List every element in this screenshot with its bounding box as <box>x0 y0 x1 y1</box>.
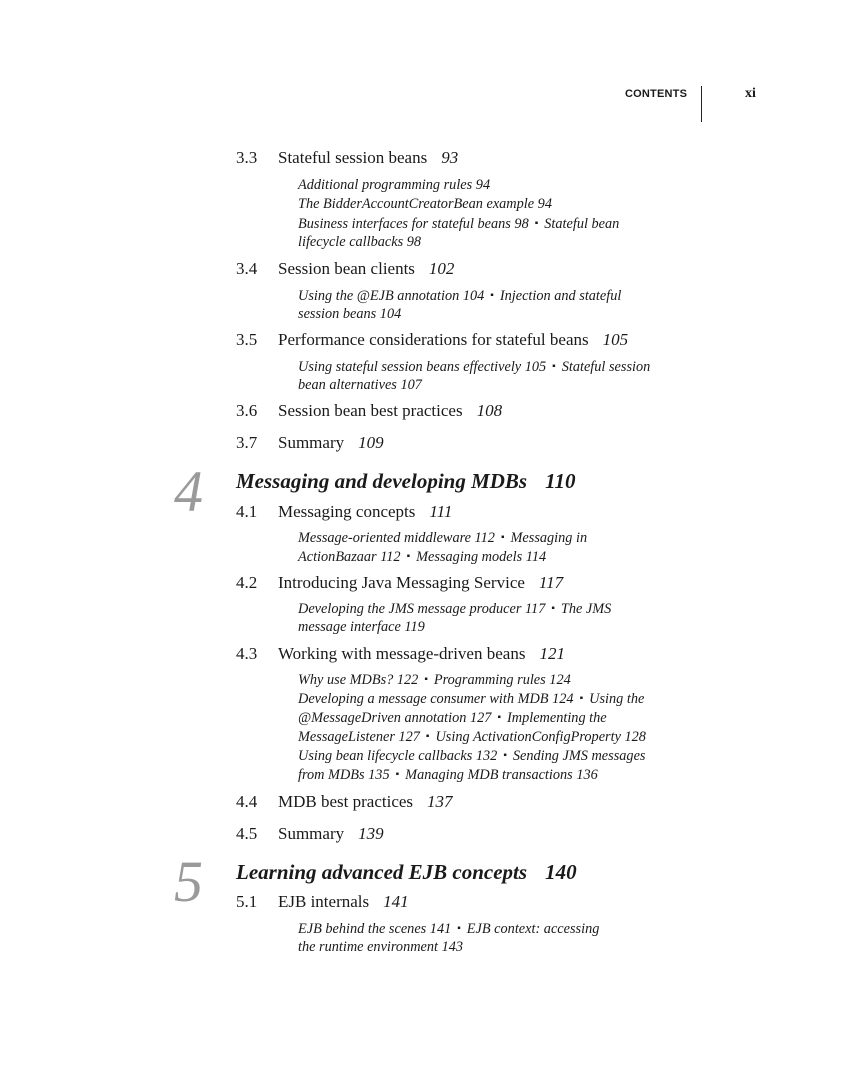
toc-subsection-line[interactable] <box>298 214 619 234</box>
subsection-text: Using bean lifecycle callbacks 132 <box>298 748 498 764</box>
section-page: 111 <box>429 502 453 521</box>
toc-subsection-line[interactable] <box>298 765 598 785</box>
toc-subsection-line[interactable] <box>298 357 650 377</box>
chapter-title[interactable] <box>236 860 577 885</box>
bullet-separator: ▪ <box>503 750 507 761</box>
section-number: 4.2 <box>236 573 258 592</box>
subsection-text: Programming rules 124 <box>433 672 571 688</box>
subsection-text: Using the <box>589 691 645 707</box>
section-page: 117 <box>538 573 564 592</box>
section-title: Stateful session beans <box>278 148 428 167</box>
section-number: 3.5 <box>236 330 258 349</box>
header-divider <box>701 86 702 122</box>
subsection-text: Additional programming rules 94 <box>298 177 491 193</box>
subsection-text: message interface 119 <box>298 619 425 635</box>
section-title: EJB internals <box>278 892 370 911</box>
toc-subsection-line[interactable] <box>298 376 422 395</box>
section-number: 4.4 <box>236 792 258 811</box>
chapter-page: 110 <box>545 469 576 493</box>
toc-subsection-line[interactable] <box>298 305 401 324</box>
bullet-separator: ▪ <box>490 290 494 301</box>
section-page: 109 <box>358 433 384 452</box>
bullet-separator: ▪ <box>551 603 555 614</box>
section-number: 5.1 <box>236 892 258 911</box>
chapter-title[interactable] <box>236 469 575 494</box>
subsection-text: The JMS <box>560 601 612 617</box>
toc-section-entry[interactable] <box>236 502 452 522</box>
chapter-page: 140 <box>545 860 577 884</box>
section-title: Working with message-driven beans <box>278 644 526 663</box>
toc-subsection-line[interactable] <box>298 618 425 637</box>
subsection-text: Using ActivationConfigProperty 128 <box>435 729 646 745</box>
bullet-separator: ▪ <box>552 361 556 372</box>
section-number: 3.4 <box>236 259 258 278</box>
subsection-text: The BidderAccountCreatorBean example 94 <box>298 196 552 212</box>
subsection-text: Using the @EJB annotation 104 <box>298 288 485 304</box>
toc-subsection-line[interactable] <box>298 938 463 957</box>
subsection-text: Sending JMS messages <box>512 748 646 764</box>
section-number: 4.1 <box>236 502 258 521</box>
toc-section-entry[interactable] <box>236 433 384 453</box>
section-page: 105 <box>602 330 629 349</box>
toc-section-entry[interactable] <box>236 892 409 912</box>
subsection-text: MessageListener 127 <box>298 729 420 745</box>
chapter-title-text: Learning advanced EJB concepts <box>236 860 528 884</box>
subsection-text: Using stateful session beans effectively 105 <box>298 359 547 375</box>
subsection-text: Injection and stateful <box>499 288 622 304</box>
toc-subsection-line[interactable] <box>298 195 552 214</box>
toc-section-entry[interactable] <box>236 824 384 844</box>
section-page: 102 <box>428 259 455 278</box>
subsection-text: Message-oriented middleware 112 <box>298 530 495 546</box>
toc-subsection-line[interactable] <box>298 286 621 306</box>
subsection-text: bean alternatives 107 <box>298 377 422 393</box>
bullet-separator: ▪ <box>457 923 461 934</box>
section-number: 3.6 <box>236 401 258 420</box>
bullet-separator: ▪ <box>424 674 428 685</box>
bullet-separator: ▪ <box>534 218 539 229</box>
toc-subsection-line[interactable] <box>298 233 421 252</box>
page-number: xi <box>745 86 756 101</box>
subsection-text: session beans 104 <box>298 306 402 322</box>
bullet-separator: ▪ <box>406 551 411 562</box>
toc-subsection-line[interactable] <box>298 599 611 619</box>
section-title: MDB best practices <box>278 792 414 811</box>
toc-section-entry[interactable] <box>236 330 628 350</box>
subsection-text: the runtime environment 143 <box>298 939 464 955</box>
subsection-text: lifecycle callbacks 98 <box>298 234 422 250</box>
bullet-separator: ▪ <box>579 693 584 704</box>
section-number: 4.3 <box>236 644 258 663</box>
section-title: Summary <box>278 824 345 843</box>
toc-subsection-line[interactable] <box>298 670 571 690</box>
subsection-text: EJB context: accessing <box>466 921 600 937</box>
subsection-text: Stateful bean <box>544 216 620 232</box>
toc-subsection-line[interactable] <box>298 919 599 939</box>
section-page: 93 <box>441 148 459 167</box>
subsection-text: Developing the JMS message producer 117 <box>298 601 546 617</box>
section-title: Messaging concepts <box>278 502 416 521</box>
chapter-number: 4 <box>174 459 203 524</box>
section-number: 3.3 <box>236 148 258 167</box>
subsection-text: Why use MDBs? 122 <box>298 672 419 688</box>
subsection-text: from MDBs 135 <box>298 767 390 783</box>
section-title: Performance considerations for stateful beans <box>278 330 589 349</box>
toc-section-entry[interactable] <box>236 792 453 812</box>
toc-subsection-line[interactable] <box>298 746 645 766</box>
subsection-text: Business interfaces for stateful beans 98 <box>298 216 529 232</box>
toc-section-entry[interactable] <box>236 259 454 279</box>
toc-subsection-line[interactable] <box>298 547 546 567</box>
section-number: 3.7 <box>236 433 258 452</box>
toc-subsection-line[interactable] <box>298 176 490 195</box>
toc-subsection-line[interactable] <box>298 689 644 709</box>
section-title: Introducing Java Messaging Service <box>278 573 525 592</box>
section-page: 137 <box>427 792 453 811</box>
section-page: 139 <box>358 824 384 843</box>
section-title: Summary <box>278 433 345 452</box>
toc-section-entry[interactable] <box>236 148 458 168</box>
subsection-text: Implementing the <box>506 710 607 726</box>
subsection-text: Messaging in <box>510 530 588 546</box>
bullet-separator: ▪ <box>425 731 430 742</box>
section-title: Session bean best practices <box>278 401 463 420</box>
section-number: 4.5 <box>236 824 258 843</box>
subsection-text: Stateful session <box>561 359 651 375</box>
bullet-separator: ▪ <box>500 532 505 543</box>
toc-subsection-line[interactable] <box>298 708 607 728</box>
chapter-title-text: Messaging and developing MDBs <box>236 469 528 493</box>
subsection-text: Developing a message consumer with MDB 124 <box>298 691 574 707</box>
toc-section-entry[interactable] <box>236 644 565 664</box>
toc-section-entry[interactable] <box>236 401 502 421</box>
running-header <box>0 86 849 124</box>
subsection-text: Messaging models 114 <box>416 549 547 565</box>
bullet-separator: ▪ <box>497 712 501 723</box>
toc-section-entry[interactable] <box>236 573 563 593</box>
toc-subsection-line[interactable] <box>298 727 646 747</box>
toc-subsection-line[interactable] <box>298 528 587 548</box>
bullet-separator: ▪ <box>395 769 400 780</box>
header-label: CONTENTS <box>625 88 688 100</box>
section-page: 121 <box>539 644 565 663</box>
subsection-text: @MessageDriven annotation 127 <box>298 710 492 726</box>
subsection-text: EJB behind the scenes 141 <box>298 921 452 937</box>
section-title: Session bean clients <box>278 259 415 278</box>
subsection-text: Managing MDB transactions 136 <box>405 767 598 783</box>
subsection-text: ActionBazaar 112 <box>298 549 401 565</box>
section-page: 108 <box>476 401 503 420</box>
section-page: 141 <box>383 892 409 911</box>
chapter-number: 5 <box>174 849 203 914</box>
